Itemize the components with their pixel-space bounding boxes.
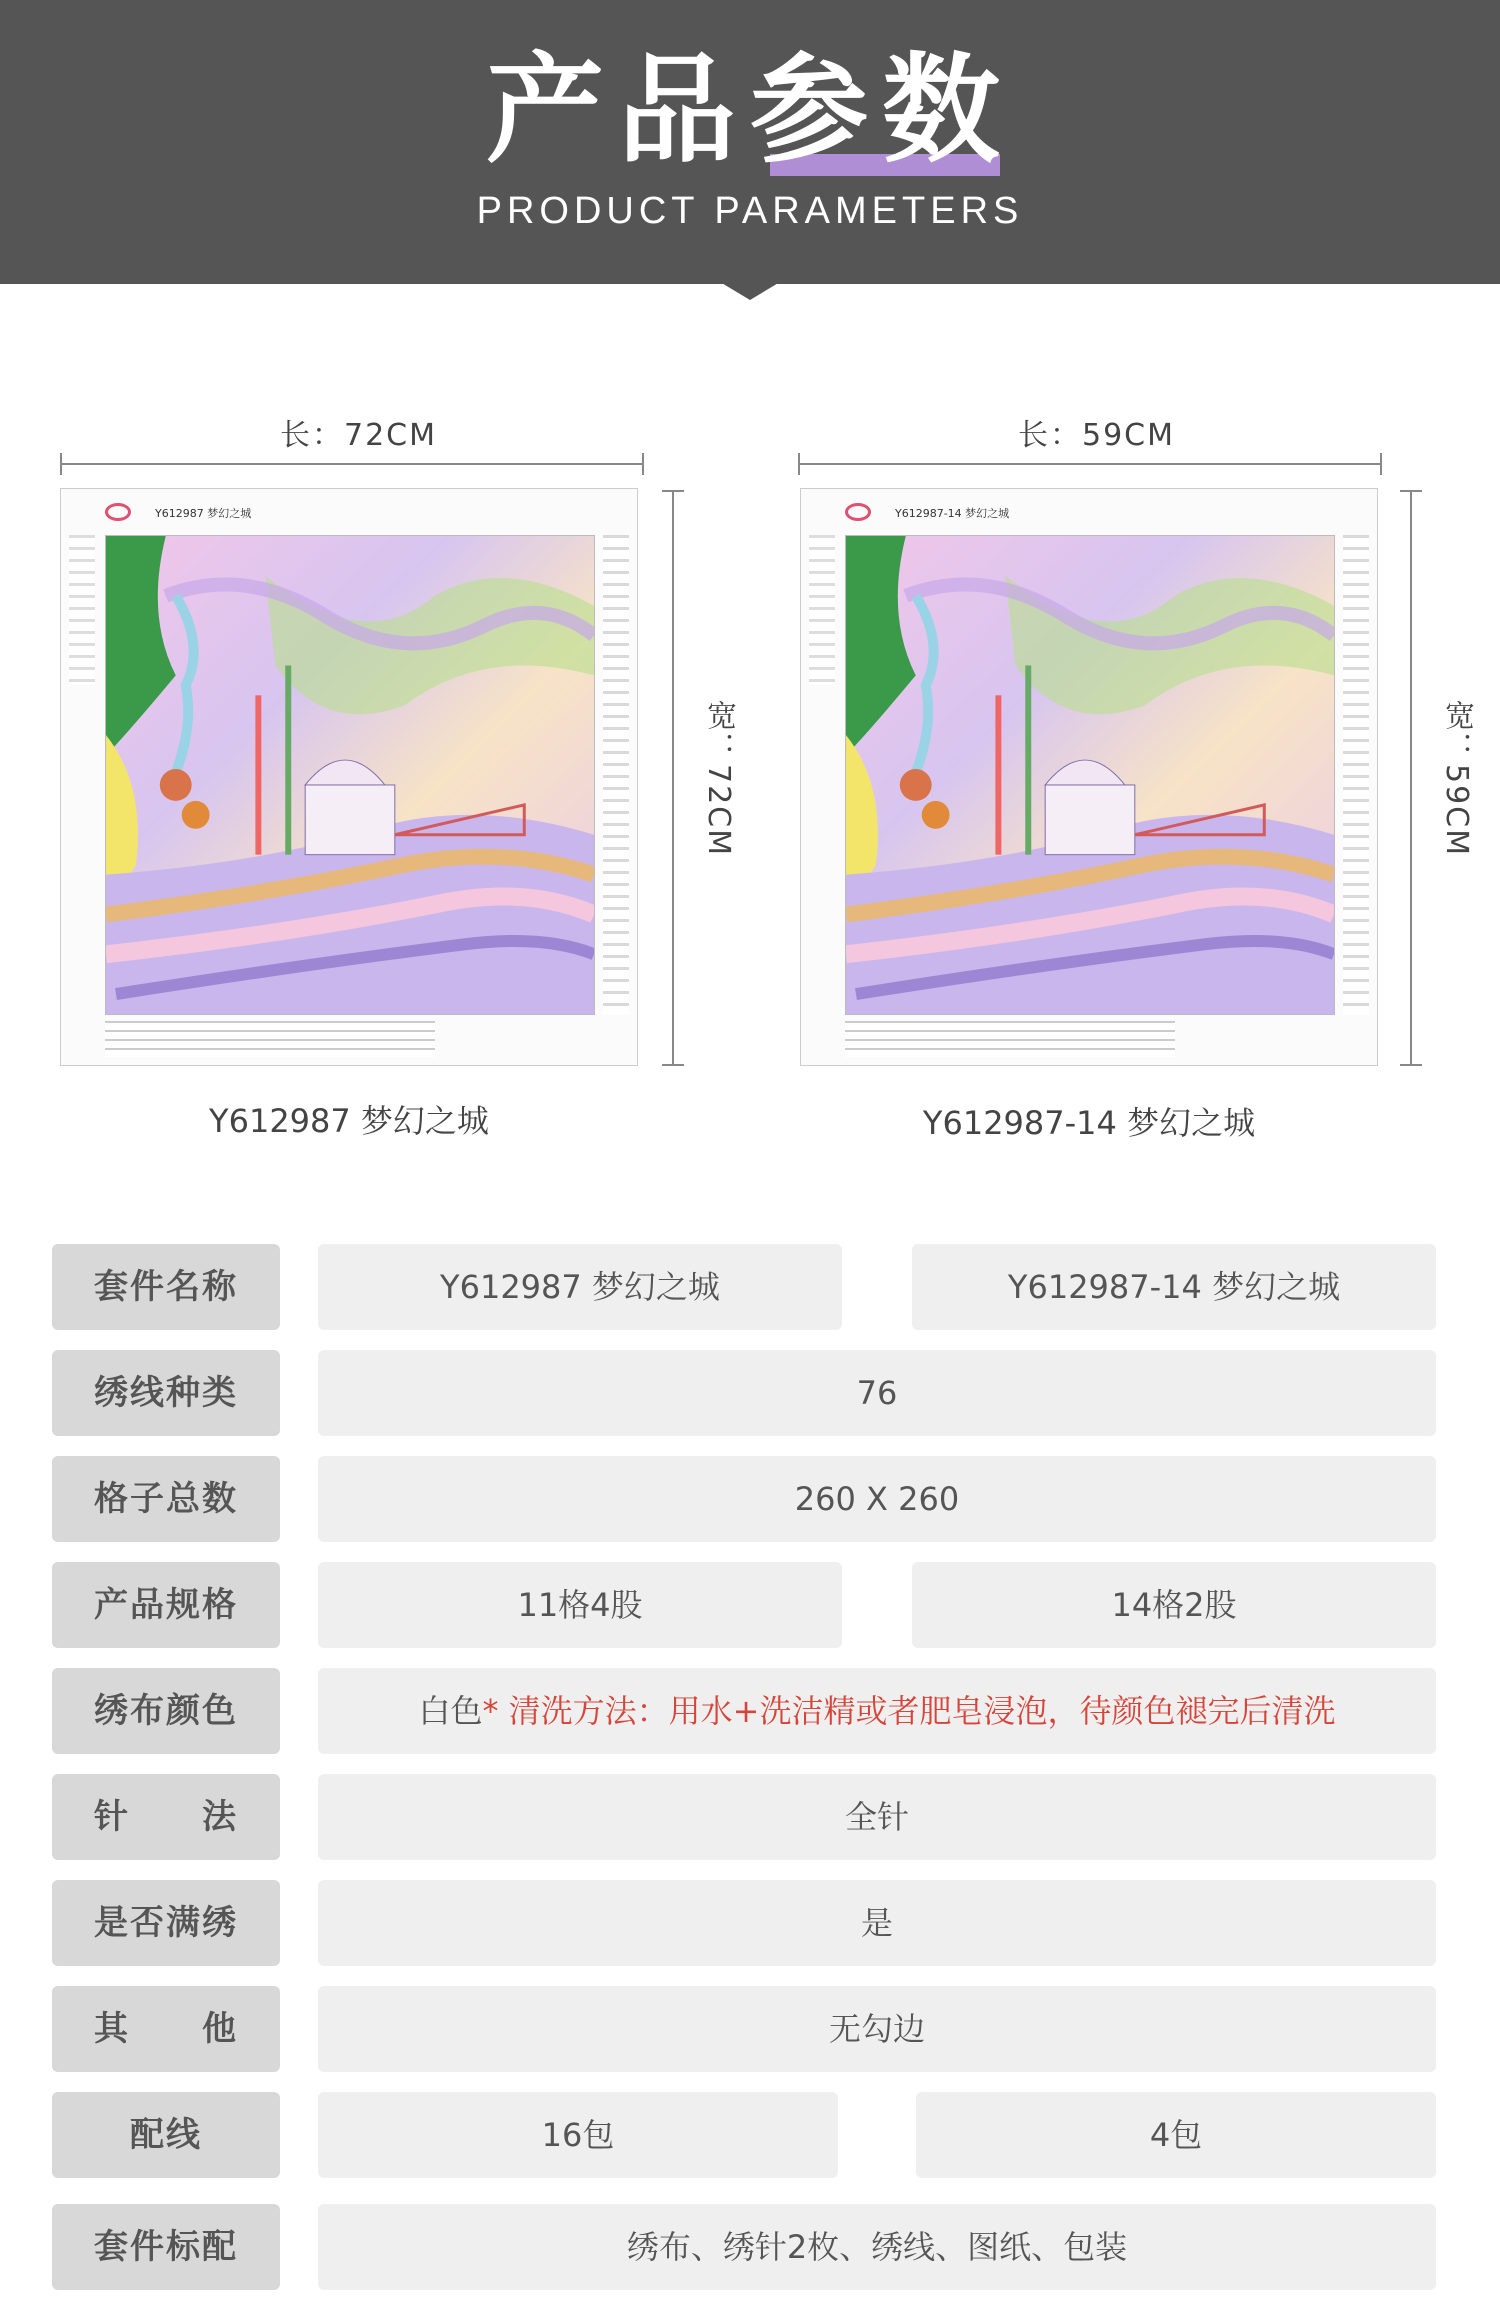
cell-kit-name-1: Y612987 梦幻之城 — [318, 1244, 842, 1330]
product-1-chart-header: Y612987 梦幻之城 — [155, 507, 252, 520]
product-1-pattern-chart — [60, 488, 638, 1066]
washing-note: * 清洗方法：用水+洗洁精或者肥皂浸泡，待颜色褪完后清洗 — [482, 1692, 1336, 1730]
product-1-width-label: 宽：72CM — [701, 700, 736, 858]
cell-threads-2: 4包 — [916, 2092, 1436, 2178]
row-label-spec: 产品规格 — [52, 1562, 280, 1648]
row-label-full-embroidery: 是否满绣 — [52, 1880, 280, 1966]
product-1-length-tick-right — [642, 453, 644, 475]
product-2-length-label: 长：59CM — [1018, 418, 1176, 453]
fabric-color-value: 白色 — [418, 1692, 483, 1730]
product-2-length-tick-left — [798, 453, 800, 475]
cell-kit-contents: 绣布、绣针2枚、绣线、图纸、包装 — [318, 2204, 1436, 2290]
product-2-width-label: 宽：59CM — [1439, 700, 1474, 858]
product-2-color-legend-right — [1343, 535, 1369, 1015]
cell-grid-total: 260 X 260 — [318, 1456, 1436, 1542]
product-2-artwork — [845, 535, 1335, 1015]
product-1-color-legend-left — [69, 535, 95, 685]
product-2-width-tick-bottom — [1400, 1064, 1422, 1066]
product-2-color-legend-left — [809, 535, 835, 685]
row-label-threads: 配线 — [52, 2092, 280, 2178]
cell-threads-1: 16包 — [318, 2092, 838, 2178]
product-1-chart-notes — [105, 1021, 435, 1057]
row-label-grid-total: 格子总数 — [52, 1456, 280, 1542]
product-1-length-line — [60, 463, 644, 465]
product-1-artwork — [105, 535, 595, 1015]
page-title: 产品参数 — [485, 41, 1014, 179]
page-subtitle: PRODUCT PARAMETERS — [476, 190, 1024, 232]
cell-other: 无勾边 — [318, 1986, 1436, 2072]
cell-fabric-color — [318, 1668, 1436, 1754]
brand-logo-icon — [105, 503, 131, 521]
cell-thread-types: 76 — [318, 1350, 1436, 1436]
cell-kit-name-2: Y612987-14 梦幻之城 — [912, 1244, 1436, 1330]
product-1-width-tick-top — [662, 490, 684, 492]
product-1-width-tick-bottom — [662, 1064, 684, 1066]
cell-stitch: 全针 — [318, 1774, 1436, 1860]
row-label-thread-types: 绣线种类 — [52, 1350, 280, 1436]
cell-full-embroidery: 是 — [318, 1880, 1436, 1966]
product-2-width-line — [1410, 490, 1412, 1066]
row-label-fabric-color: 绣布颜色 — [52, 1668, 280, 1754]
product-1-caption: Y612987 梦幻之城 — [209, 1102, 489, 1140]
row-label-kit-name: 套件名称 — [52, 1244, 280, 1330]
product-2-length-tick-right — [1380, 453, 1382, 475]
product-2-pattern-chart — [800, 488, 1378, 1066]
product-1-width-line — [672, 490, 674, 1066]
product-1-color-legend-right — [603, 535, 629, 1015]
header-notch — [720, 282, 780, 302]
cell-spec-1: 11格4股 — [318, 1562, 842, 1648]
product-1-length-tick-left — [60, 453, 62, 475]
row-label-other: 其 他 — [52, 1986, 280, 2072]
row-label-kit-contents: 套件标配 — [52, 2204, 280, 2290]
cell-spec-2: 14格2股 — [912, 1562, 1436, 1648]
row-label-stitch: 针 法 — [52, 1774, 280, 1860]
product-2-chart-header: Y612987-14 梦幻之城 — [895, 507, 1010, 520]
brand-logo-icon — [845, 503, 871, 521]
product-2-caption: Y612987-14 梦幻之城 — [922, 1104, 1256, 1142]
product-1-length-label: 长：72CM — [280, 418, 438, 453]
product-2-chart-notes — [845, 1021, 1175, 1057]
product-2-width-tick-top — [1400, 490, 1422, 492]
product-2-length-line — [798, 463, 1382, 465]
